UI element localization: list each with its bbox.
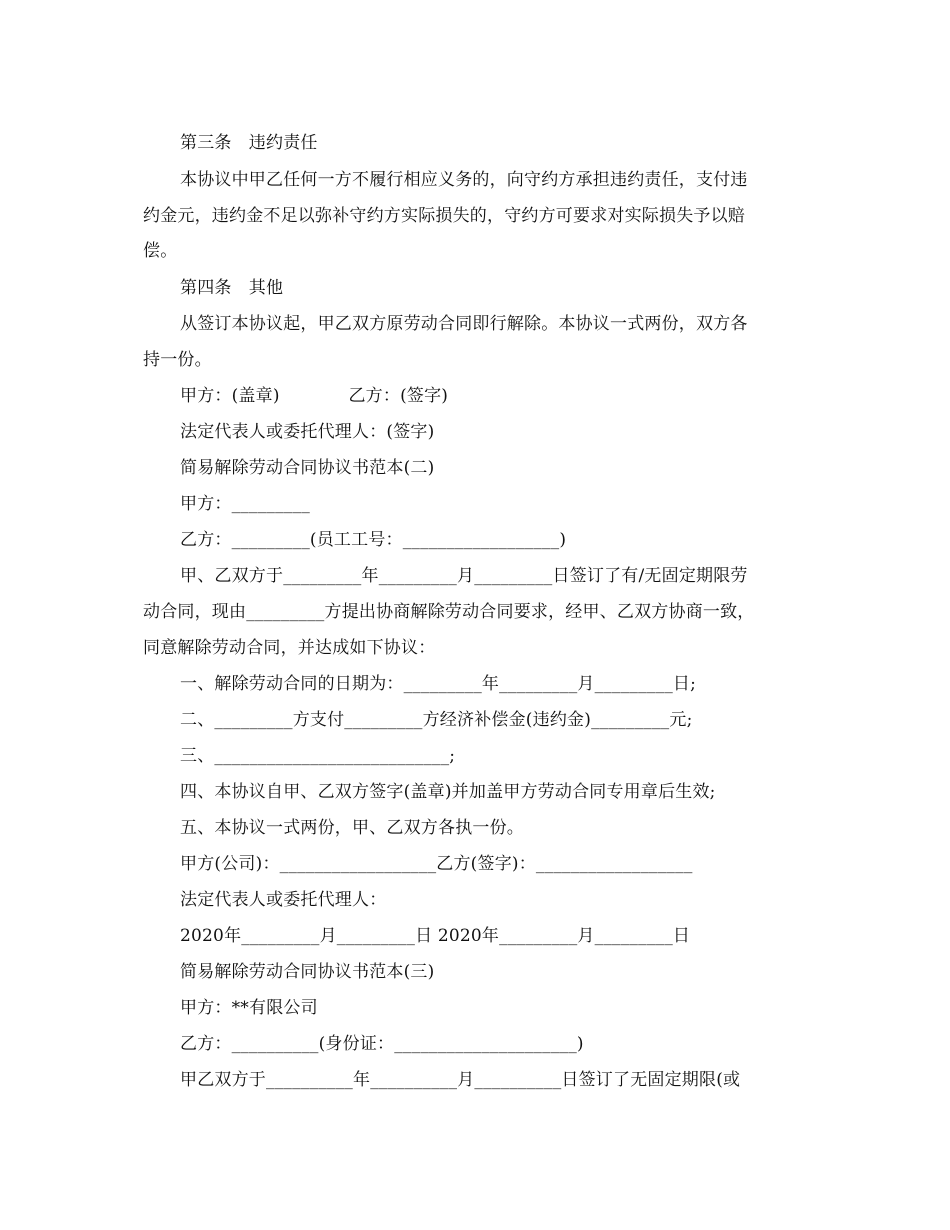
paragraph-line: 动合同，现由_________方提出协商解除劳动合同要求，经甲、乙双方协商一致， (143, 602, 755, 622)
clause-line: 五、本协议一式两份，甲、乙双方各执一份。 (180, 818, 524, 838)
clause-line: 三、___________________________; (180, 746, 456, 766)
signature-line: 甲方：(盖章) 乙方：(签字) (180, 386, 449, 406)
party-line: 甲方：_________ (180, 494, 310, 514)
party-line: 乙方：__________(身份证：_____________________) (180, 1034, 584, 1054)
party-line: 甲方：**有限公司 (180, 998, 318, 1018)
template-title: 简易解除劳动合同协议书范本(三) (180, 962, 435, 982)
clause-line: 一、解除劳动合同的日期为：_________年_________月_________日; (180, 674, 697, 694)
paragraph-line: 同意解除劳动合同，并达成如下协议： (143, 638, 436, 658)
paragraph-line: 本协议中甲乙任何一方不履行相应义务的，向守约方承担违约责任，支付违 (180, 170, 748, 190)
signature-line: 法定代表人或委托代理人： (180, 890, 387, 910)
clause-line: 二、_________方支付_________方经济补偿金(违约金)_________元; (180, 710, 693, 730)
signature-line: 法定代表人或委托代理人：(签字) (180, 422, 435, 442)
paragraph-line: 约金元，违约金不足以弥补守约方实际损失的，守约方可要求对实际损失予以赔 (143, 206, 745, 226)
date-line: 2020年_________月_________日 2020年_________月_________日 (180, 926, 691, 946)
paragraph-line: 偿。 (143, 241, 178, 261)
paragraph-line: 甲乙双方于__________年__________月__________日签订了无固定期限(或 (180, 1070, 741, 1090)
paragraph-line: 持一份。 (143, 350, 212, 370)
section-heading: 第四条 其他 (180, 278, 284, 298)
template-title: 简易解除劳动合同协议书范本(二) (180, 458, 435, 478)
section-heading: 第三条 违约责任 (180, 133, 318, 153)
signature-line: 甲方(公司)：__________________乙方(签字)：__________________ (180, 854, 693, 874)
clause-line: 四、本协议自甲、乙双方签字(盖章)并加盖甲方劳动合同专用章后生效; (180, 782, 716, 802)
paragraph-line: 从签订本协议起，甲乙双方原劳动合同即行解除。本协议一式两份，双方各 (180, 314, 748, 334)
party-line: 乙方：_________(员工工号：__________________) (180, 530, 567, 550)
paragraph-line: 甲、乙双方于_________年_________月_________日签订了有/无固定期限劳 (180, 566, 748, 586)
